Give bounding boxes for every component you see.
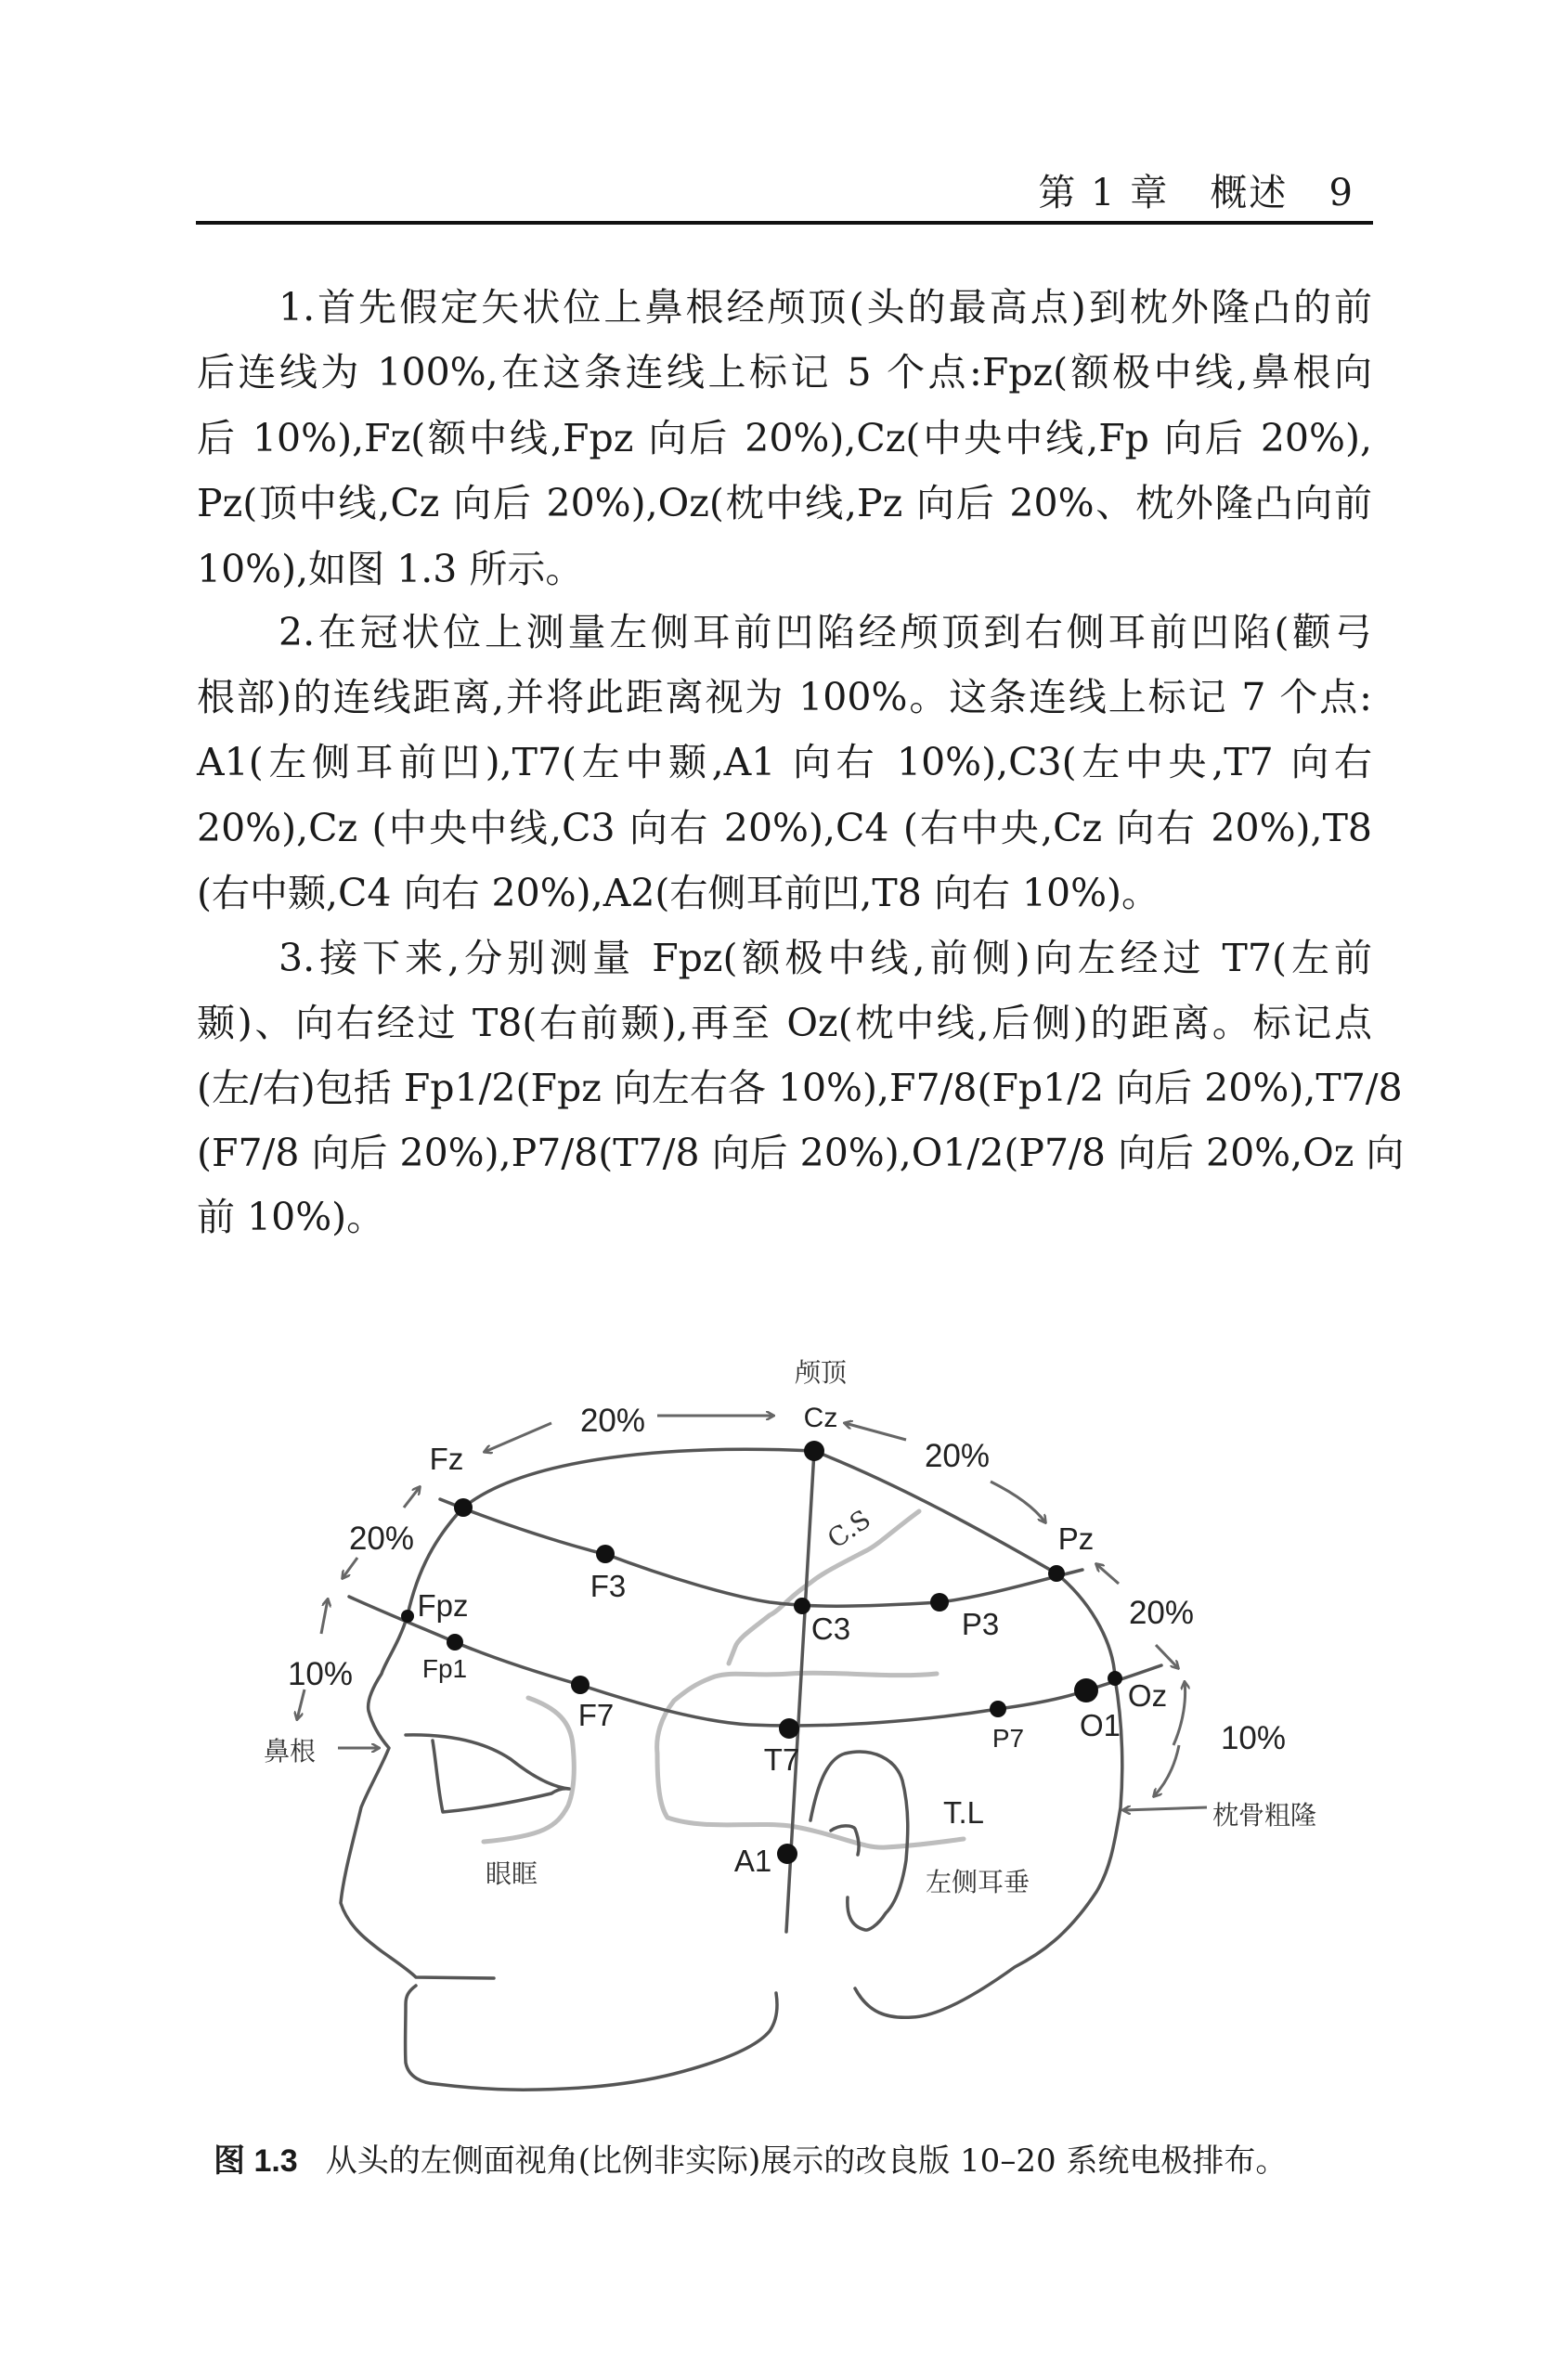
chapter-title: 概述 [1210,172,1289,214]
electrode-pz [1048,1565,1065,1582]
nasion-label: 鼻根 [263,1736,317,1767]
arrow-icon [1154,1745,1179,1796]
text-line: (F7/8 向后 20%),P7/8(T7/8 向后 20%),O1/2(P7/8 向后 20%,Oz 向 [197,1131,1405,1175]
label-fp1: Fp1 [421,1654,468,1683]
sagittal-line-upper [440,1499,1082,1606]
percent-top-left: 20% [579,1403,646,1439]
label-o1: O1 [1079,1708,1121,1742]
inion-label: 枕骨粗隆 [1212,1800,1317,1831]
text-line: 2.在冠状位上测量左侧耳前凹陷经颅顶到右侧耳前凹陷(颧弓 [279,610,1372,654]
label-f7: F7 [577,1698,615,1732]
electrode-f3 [596,1545,615,1563]
lateral-line-lower [349,1597,1161,1726]
electrode-p3 [930,1593,949,1612]
electrode-o1 [1074,1678,1098,1702]
electrode-c3 [794,1598,810,1614]
arrow-icon [1173,1682,1186,1745]
figure-number: 图 1.3 [214,2143,298,2179]
electrode-fz [454,1498,473,1517]
percent-left-lower: 10% [287,1656,354,1692]
electrode-fp1 [447,1634,463,1651]
central-sulcus-label: C.S [822,1503,876,1555]
face-profile [341,1615,777,2090]
orbit-outline [484,1698,574,1842]
label-cz: Cz [803,1403,838,1433]
orbit-label: 眼眶 [485,1858,538,1889]
caption-text: 从头的左侧面视角(比例非实际)展示的改良版 10–20 系统电极排布。 [325,2142,1288,2180]
text-line: (右中颞,C4 向右 20%),A2(右侧耳前凹,T8 向右 10%)。 [197,871,1160,915]
text-line: (左/右)包括 Fp1/2(Fpz 向左右各 10%),F7/8(Fp1/2 向后 20%),T7/8 [197,1066,1403,1110]
percent-right-lower: 10% [1220,1720,1287,1756]
text-line: Pz(顶中线,Cz 向后 20%),Oz(枕中线,Pz 向后 20%、枕外隆凸向前 [197,481,1372,525]
label-f3: F3 [590,1569,627,1603]
ear-outline [810,1752,908,1930]
earlobe-label: 左侧耳垂 [925,1867,1030,1897]
label-pz: Pz [1057,1521,1095,1556]
text-line: 后 10%),Fz(额中线,Fpz 向后 20%),Cz(中央中线,Fp 向后 20%), [197,416,1372,460]
percent-right-upper: 20% [1128,1595,1195,1631]
electrode-p7 [990,1701,1006,1717]
arrow-icon [404,1487,420,1508]
arrow-icon [845,1423,906,1440]
arrow-icon [485,1423,551,1452]
label-fpz: Fpz [417,1588,469,1623]
arrow-icon [991,1482,1045,1522]
arrow-icon [1096,1564,1119,1584]
chapter-number: 第 1 章 [1038,172,1170,214]
label-p3: P3 [961,1607,1000,1641]
percent-top-right: 20% [924,1438,991,1474]
electrode-a1 [777,1844,797,1864]
text-line: A1(左侧耳前凹),T7(左中颞,A1 向右 10%),C3(左中央,T7 向右 [197,740,1372,784]
electrode-fpz [401,1610,414,1623]
text-line: 1.首先假定矢状位上鼻根经颅顶(头的最高点)到枕外隆凸的前 [279,285,1372,330]
text-line: 10%),如图 1.3 所示。 [197,547,584,591]
eye-outline [406,1735,569,1812]
text-line: 前 10%)。 [197,1195,385,1239]
text-line: 20%),Cz (中央中线,C3 向右 20%),C4 (右中央,Cz 向右 20%),T8 [197,806,1372,850]
text-line: 根部)的连线距离,并将此距离视为 100%。这条连线上标记 7 个点: [197,675,1372,719]
label-fz: Fz [429,1442,464,1476]
label-t7: T7 [763,1742,800,1777]
label-p7: P7 [991,1724,1025,1753]
vertex-label: 颅顶 [794,1357,848,1388]
arrow-icon [343,1558,357,1578]
electrode-t7 [779,1718,799,1739]
arrow-icon [1123,1807,1207,1810]
text-line: 颞)、向右经过 T8(右前颞),再至 Oz(枕中线,后侧)的距离。标记点 [197,1001,1372,1045]
electrode-f7 [571,1676,590,1694]
page-number: 9 [1328,172,1354,214]
arrow-icon [297,1689,305,1719]
label-c3: C3 [810,1612,851,1646]
text-line: 后连线为 100%,在这条连线上标记 5 个点:Fpz(额极中线,鼻根向 [197,350,1372,395]
figure-caption [214,2135,1287,2181]
percent-left-upper: 20% [348,1521,415,1557]
label-oz: Oz [1127,1678,1168,1713]
text-line: 3.接下来,分别测量 Fpz(额极中线,前侧)向左经过 T7(左前 [279,936,1372,980]
temporal-lobe-label: T.L [942,1795,985,1830]
label-a1: A1 [733,1844,772,1878]
electrode-cz [804,1441,824,1461]
electrode-oz [1108,1671,1122,1686]
arrow-icon [321,1599,328,1634]
